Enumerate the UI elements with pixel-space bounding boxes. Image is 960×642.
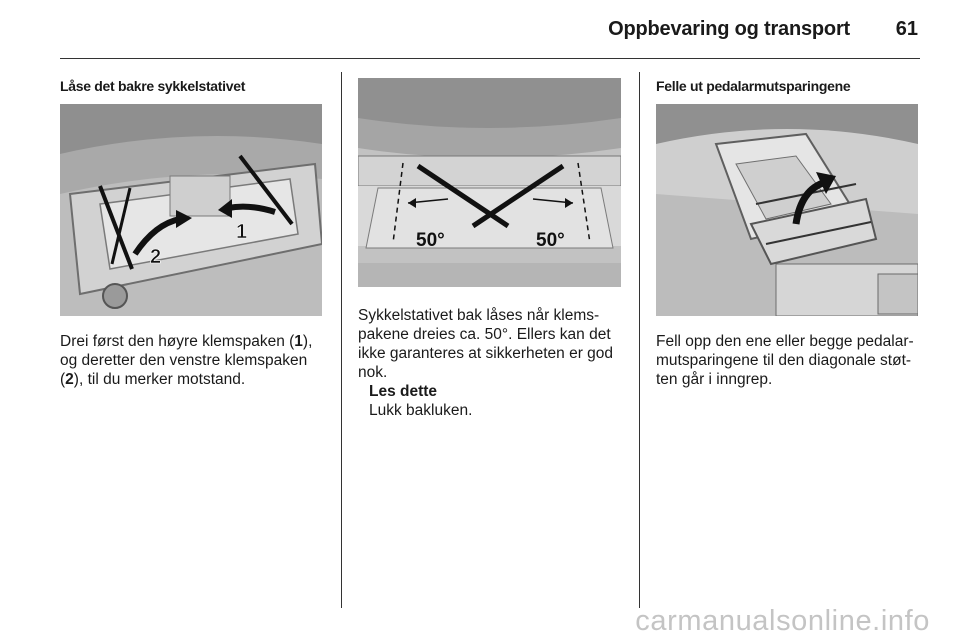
figure-pedal-recess [656, 104, 918, 316]
note-title: Les dette [369, 383, 438, 400]
text-bold-1: 1 [294, 333, 303, 350]
text-bold-2: 2 [65, 371, 74, 388]
angle-label-right: 50° [536, 230, 565, 251]
section-heading-lock-rack: Låse det bakre sykkelstativet [60, 78, 246, 94]
angle-label-left: 50° [416, 230, 445, 251]
figure-clamp-levers [60, 104, 322, 316]
note-box [369, 382, 472, 420]
column-divider-2 [639, 72, 640, 608]
page-number: 61 [895, 18, 918, 40]
callout-2: 2 [150, 246, 162, 268]
page-title: Oppbevaring og transport [608, 18, 850, 40]
paragraph-angle-info: Sykkelstativet bak låses når klems-pakene dreies ca. 50°. Ellers kan det ikke garanteres at sikkerheten er god nok. [358, 307, 614, 381]
paragraph-pedal-recess: Fell opp den ene eller begge pedalar-mutsparingene til den diagonale støt-ten går i inngrep. [656, 333, 914, 388]
watermark: carmanualsonline.info [635, 605, 930, 637]
figure-angle-50 [358, 78, 621, 287]
text-part-2: ), og deretter den venstre klemspaken ( [60, 333, 313, 388]
note-text: Lukk bakluken. [369, 402, 473, 419]
section-heading-pedal-recess: Felle ut pedalarmutsparingene [656, 78, 851, 94]
header-divider [60, 58, 920, 59]
column-divider-1 [341, 72, 342, 608]
text-part-3: ), til du merker motstand. [73, 371, 246, 388]
paragraph-lock-instructions [60, 332, 328, 389]
callout-1: 1 [236, 221, 248, 243]
text-part-1: Drei først den høyre klemspaken ( [60, 333, 295, 350]
